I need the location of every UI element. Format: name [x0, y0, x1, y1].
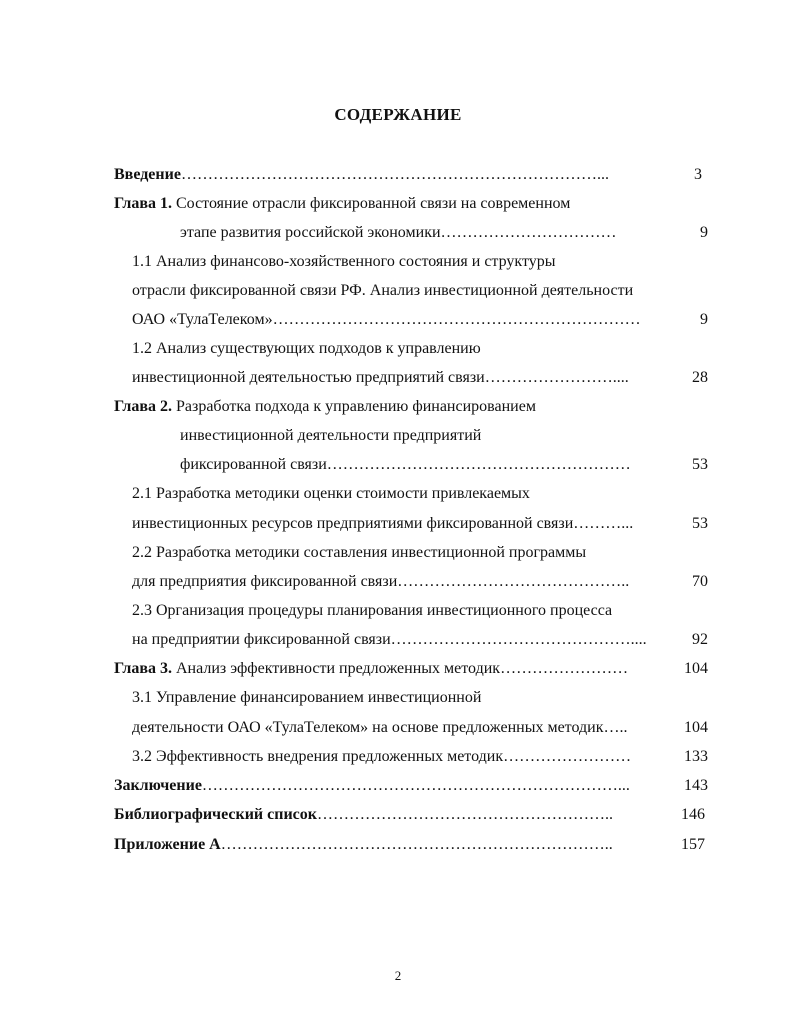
- toc-entry-title: Состояние отрасли фиксированной связи на современном: [172, 195, 571, 212]
- toc-leader-dots: ……………………....: [484, 369, 629, 386]
- toc-page-number: 92: [692, 631, 708, 648]
- toc-entry-label: Введение: [114, 166, 181, 183]
- toc-entry: [132, 367, 670, 389]
- toc-entry-title: Разработка подхода к управлению финансированием: [172, 398, 536, 415]
- toc-page-number: 3: [694, 166, 702, 183]
- toc-entry: [132, 717, 672, 739]
- toc-entry: [132, 513, 672, 535]
- toc-page-number: 28: [692, 369, 708, 386]
- toc-page-number: 146: [681, 806, 705, 823]
- toc-entry: [114, 193, 680, 215]
- toc-leader-dots: …………………………………………………: [326, 456, 631, 473]
- toc-leader-dots: ………………………………………………………………..: [220, 836, 613, 853]
- toc-entry-title: на предприятии фиксированной связи: [132, 631, 391, 648]
- toc-entry-title: инвестиционных ресурсов предприятиями фиксированной связи: [132, 515, 574, 532]
- toc-entry-title: 3.1 Управление финансированием инвестиционной: [132, 689, 482, 706]
- toc-leader-dots: ………………………………………....: [390, 631, 647, 648]
- toc-leader-dots: ……………………………………………………………………...: [180, 166, 609, 183]
- toc-entry-title: 1.1 Анализ финансово-хозяйственного состояния и структуры: [132, 253, 556, 270]
- toc-entry: [132, 251, 680, 273]
- toc-page-number: 104: [684, 719, 708, 736]
- toc-entry-title: Анализ эффективности предложенных методик: [172, 660, 501, 677]
- toc-entry-title: ОАО «ТулаТелеком»: [132, 311, 273, 328]
- toc-entry: [132, 483, 680, 505]
- toc-entry-title: 2.3 Организация процедуры планирования инвестиционного процесса: [132, 602, 613, 619]
- toc-entry: [114, 804, 670, 826]
- toc-page-number: 9: [700, 224, 708, 241]
- toc-entry: [114, 775, 670, 797]
- toc-entry: [114, 658, 670, 680]
- toc-page-number: 157: [681, 836, 705, 853]
- toc-entry: [132, 280, 680, 302]
- toc-leader-dots: ………...: [573, 515, 634, 532]
- toc-entry-title: 2.2 Разработка методики составления инвестиционной программы: [132, 544, 587, 561]
- toc-entry-title: 1.2 Анализ существующих подходов к управлению: [132, 340, 481, 357]
- toc-entry-title: фиксированной связи: [180, 456, 327, 473]
- toc-entry: [132, 542, 680, 564]
- toc-entry-label: Библиографический список: [114, 806, 317, 823]
- toc-page-number: 9: [700, 311, 708, 328]
- toc-entry-title: для предприятия фиксированной связи: [132, 573, 398, 590]
- toc-entry-title: этапе развития российской экономики: [180, 224, 441, 241]
- toc-entry-title: отрасли фиксированной связи РФ. Анализ инвестиционной деятельности: [132, 282, 634, 299]
- toc-leader-dots: ……………………………: [440, 224, 617, 241]
- toc-entry: [180, 425, 680, 447]
- toc-entry: [132, 309, 672, 331]
- toc-entry: [114, 164, 668, 186]
- toc-leader-dots: …..: [603, 719, 628, 736]
- toc-entry: [180, 222, 670, 244]
- toc-entry-label: Глава 1.: [114, 195, 172, 212]
- toc-page-number: 143: [684, 777, 708, 794]
- toc-page-number: 133: [684, 748, 708, 765]
- toc-entry-title: инвестиционной деятельностью предприятий связи: [132, 369, 485, 386]
- toc-entry-label: Глава 3.: [114, 660, 172, 677]
- toc-leader-dots: ……………………………………………………………: [272, 311, 641, 328]
- toc-entry: [132, 338, 680, 360]
- page-number: 2: [394, 968, 402, 983]
- toc-entry-title: инвестиционной деятельности предприятий: [180, 427, 482, 444]
- toc-entry: [114, 834, 670, 856]
- toc-entry-label: Заключение: [114, 777, 202, 794]
- toc-leader-dots: ………………………………………………..: [316, 806, 613, 823]
- toc-entry: [114, 396, 680, 418]
- toc-leader-dots: ……………………………………..: [397, 573, 630, 590]
- toc-page-number: 53: [692, 456, 708, 473]
- toc-leader-dots: ……………………: [500, 660, 629, 677]
- toc-entry: [132, 687, 680, 709]
- toc-entry-label: Приложение А: [114, 836, 221, 853]
- toc-page-number: 53: [692, 515, 708, 532]
- toc-entry-title: деятельности ОАО «ТулаТелеком» на основе предложенных методик: [132, 719, 604, 736]
- toc-entry-title: 3.2 Эффективность внедрения предложенных методик: [132, 748, 504, 765]
- toc-entry: [132, 629, 670, 651]
- toc-entry-title: 2.1 Разработка методики оценки стоимости привлекаемых: [132, 485, 530, 502]
- toc-entry: [132, 571, 668, 593]
- toc-entry: [180, 454, 652, 476]
- page-title: СОДЕРЖАНИЕ: [334, 105, 462, 124]
- toc-entry: [132, 746, 670, 768]
- toc-page-number: 70: [692, 573, 708, 590]
- toc-entry-label: Глава 2.: [114, 398, 172, 415]
- toc-leader-dots: ……………………………………………………………………...: [201, 777, 630, 794]
- toc-leader-dots: ……………………: [503, 748, 632, 765]
- toc-page-number: 104: [684, 660, 708, 677]
- toc-entry: [132, 600, 680, 622]
